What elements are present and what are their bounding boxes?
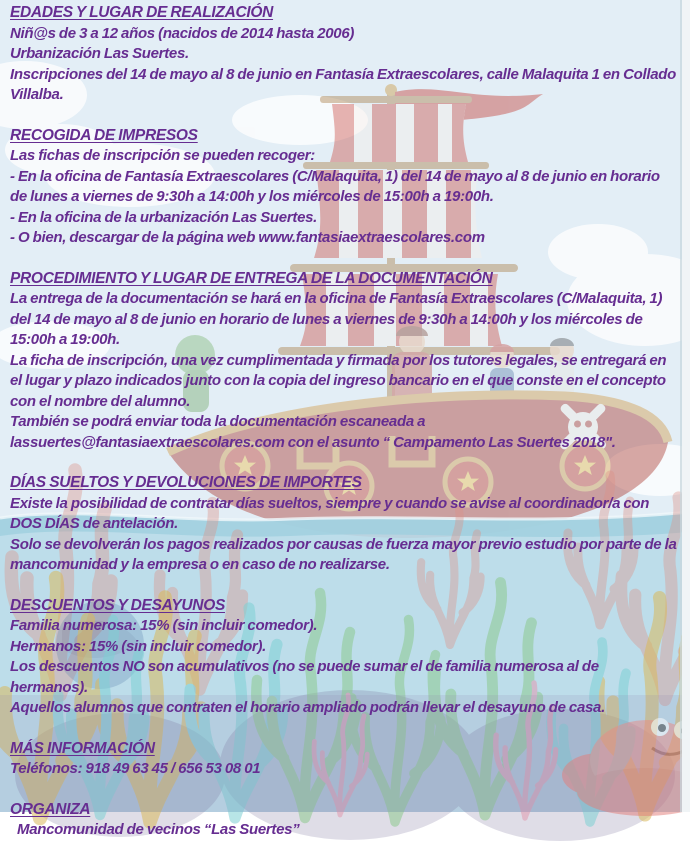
paragraph: - O bien, descargar de la página web www.fantasiaextraescolares.com: [10, 229, 485, 246]
paragraph: Hermanos: 15% (sin incluir comedor).: [10, 637, 267, 655]
paragraph: La entrega de la documentación se hará en la oficina de Fantasía Extraescolares (C/Malaquita, 1) del 14 de mayo al 8 de junio en horario de lunes a viernes de 9:30h a 14:00h y los miércoles de 15:00h a 19:00h.: [10, 290, 663, 348]
section-dias-sueltos: [10, 473, 678, 576]
section-procedimiento-entrega: [10, 269, 678, 454]
paragraph: Familia numerosa: 15% (sin incluir comedor).: [10, 617, 318, 634]
paragraph: Las fichas de inscripción se pueden recoger:: [10, 147, 315, 164]
paragraph: Aquellos alumnos que contraten el horario ampliado podrán llevar el desayuno de casa.: [10, 699, 605, 716]
section-organiza: [10, 800, 678, 841]
paragraph: - En la oficina de la urbanización Las Suertes.: [10, 208, 318, 226]
paragraph: Mancomunidad de vecinos “Las Suertes”: [17, 821, 300, 838]
paragraph: Existe la posibilidad de contratar días sueltos, siempre y cuando se avise al coordinador/a con DOS DÍAS de antelación.: [10, 494, 650, 532]
section-heading: EDADES Y LUGAR DE REALIZACIÓN: [10, 4, 274, 21]
paragraph: La ficha de inscripción, una vez cumplimentada y firmada por los tutores legales, se entregará en el lugar y plazo indicados junto con la copia del ingreso bancario en el que conste en el concepto con el nombre del alumno.: [10, 351, 667, 410]
paragraph: Los descuentos NO son acumulativos (no se puede sumar el de familia numerosa al de hermanos).: [10, 658, 599, 696]
paragraph: Inscripciones del 14 de mayo al 8 de junio en Fantasía Extraescolares, calle Malaquita 1 en Collado Villalba.: [10, 65, 676, 103]
paragraph: También se podrá enviar toda la documentación escaneada a lassuertes@fantasiaextraescolares.com con el asunto “ Campamento Las Suertes 2018".: [10, 413, 616, 451]
paragraph: Solo se devolverán los pagos realizados por causas de fuerza mayor previo estudio por parte de la mancomunidad y la empresa o en caso de no realizarse.: [10, 535, 677, 573]
paragraph: Niñ@s de 3 a 12 años (nacidos de 2014 hasta 2006): [10, 24, 355, 42]
section-heading: DÍAS SUELTOS Y DEVOLUCIONES DE IMPORTES: [10, 474, 362, 491]
section-heading: RECOGIDA DE IMPRESOS: [10, 126, 198, 144]
paragraph: - En la oficina de Fantasía Extraescolares (C/Malaquita, 1) del 14 de mayo al 8 de junio en horario de lunes a viernes de 9:30h a 14:00h y los miércoles de 15:00h a 19:00h.: [10, 167, 660, 205]
paragraph: Teléfonos: 918 49 63 45 / 656 53 08 01: [10, 760, 261, 777]
section-heading: MÁS INFORMACIÓN: [10, 739, 155, 757]
section-descuentos-desayunos: [10, 596, 678, 719]
section-edades-y-lugar: [10, 3, 678, 106]
section-heading: PROCEDIMIENTO Y LUGAR DE ENTREGA DE LA DOCUMENTACIÓN: [10, 269, 493, 287]
paragraph: Urbanización Las Suertes.: [10, 45, 189, 62]
section-heading: DESCUENTOS Y DESAYUNOS: [10, 596, 225, 614]
section-mas-informacion: [10, 739, 678, 780]
section-heading: ORGANIZA: [10, 800, 91, 818]
section-recogida-impresos: [10, 126, 678, 249]
